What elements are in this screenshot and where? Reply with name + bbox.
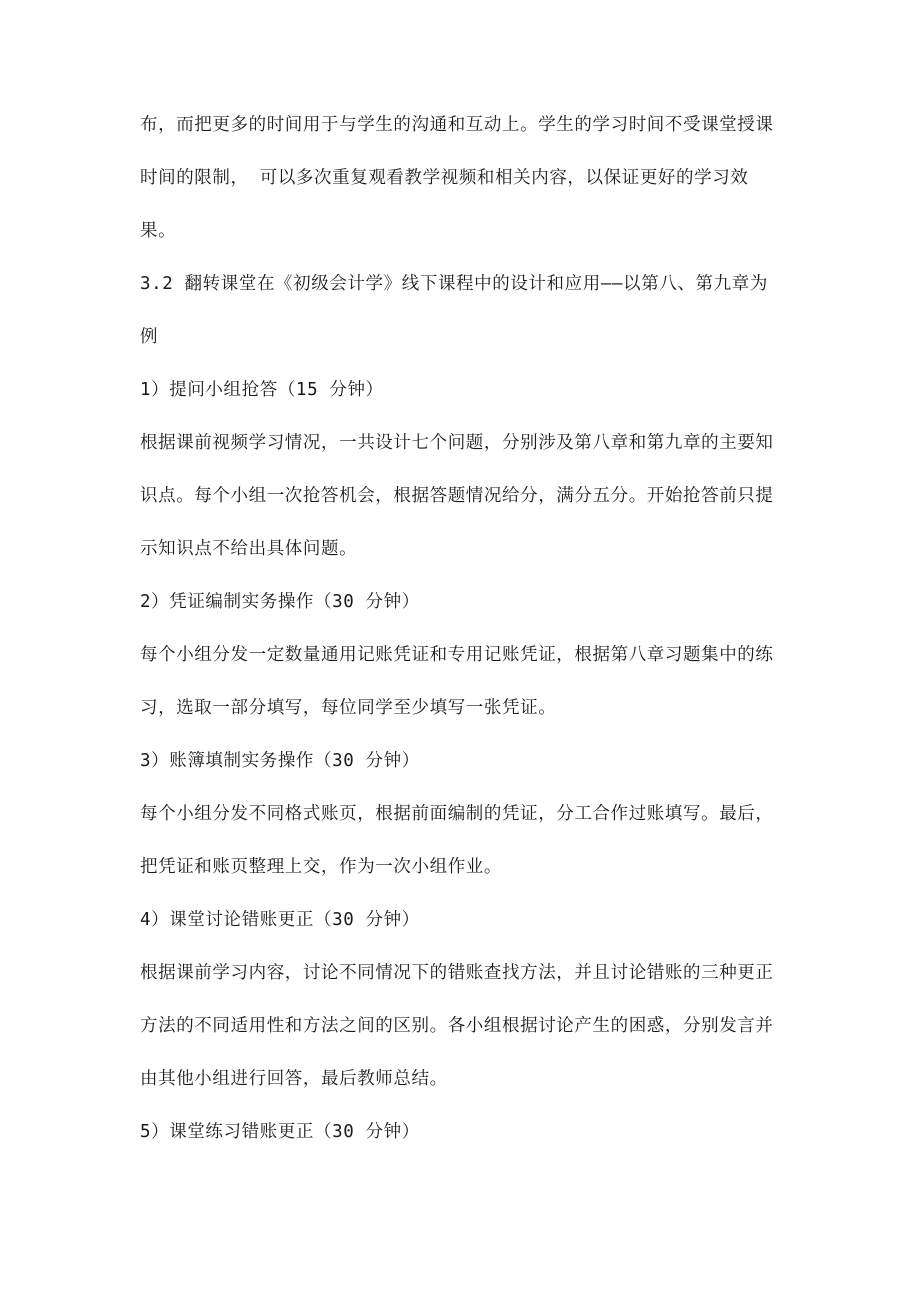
paragraph-item-4: 根据课前学习内容，讨论不同情况下的错账查找方法，并且讨论错账的三种更正方法的不同适用性和方法之间的区别。各小组根据讨论产生的困惑，分别发言并由其他小组进行回答，最后教师总结。 (140, 963, 774, 1089)
item-heading-1: 1）提问小组抢答（15 分钟） (140, 380, 384, 400)
item-heading-4: 4）课堂讨论错账更正（30 分钟） (140, 910, 420, 930)
paragraph-item-3: 每个小组分发不同格式账页，根据前面编制的凭证，分工合作过账填写。最后，把凭证和账页整理上交，作为一次小组作业。 (140, 804, 774, 877)
item-heading-3: 3）账簿填制实务操作（30 分钟） (140, 751, 420, 771)
section-heading-3-2: 3.2 翻转课堂在《初级会计学》线下课程中的设计和应用——以第八、第九章为例 (140, 274, 768, 347)
paragraph-intro: 布，而把更多的时间用于与学生的沟通和互动上。学生的学习时间不受课堂授课时间的限制， 可以多次重复观看教学视频和相关内容，以保证更好的学习效果。 (140, 115, 774, 241)
paragraph-item-2: 每个小组分发一定数量通用记账凭证和专用记账凭证，根据第八章习题集中的练习，选取一部分填写，每位同学至少填写一张凭证。 (140, 645, 774, 718)
paragraph-item-1: 根据课前视频学习情况，一共设计七个问题，分别涉及第八章和第九章的主要知识点。每个小组一次抢答机会，根据答题情况给分，满分五分。开始抢答前只提示知识点不给出具体问题。 (140, 433, 774, 559)
item-heading-2: 2）凭证编制实务操作（30 分钟） (140, 592, 420, 612)
item-heading-5: 5）课堂练习错账更正（30 分钟） (140, 1122, 420, 1142)
